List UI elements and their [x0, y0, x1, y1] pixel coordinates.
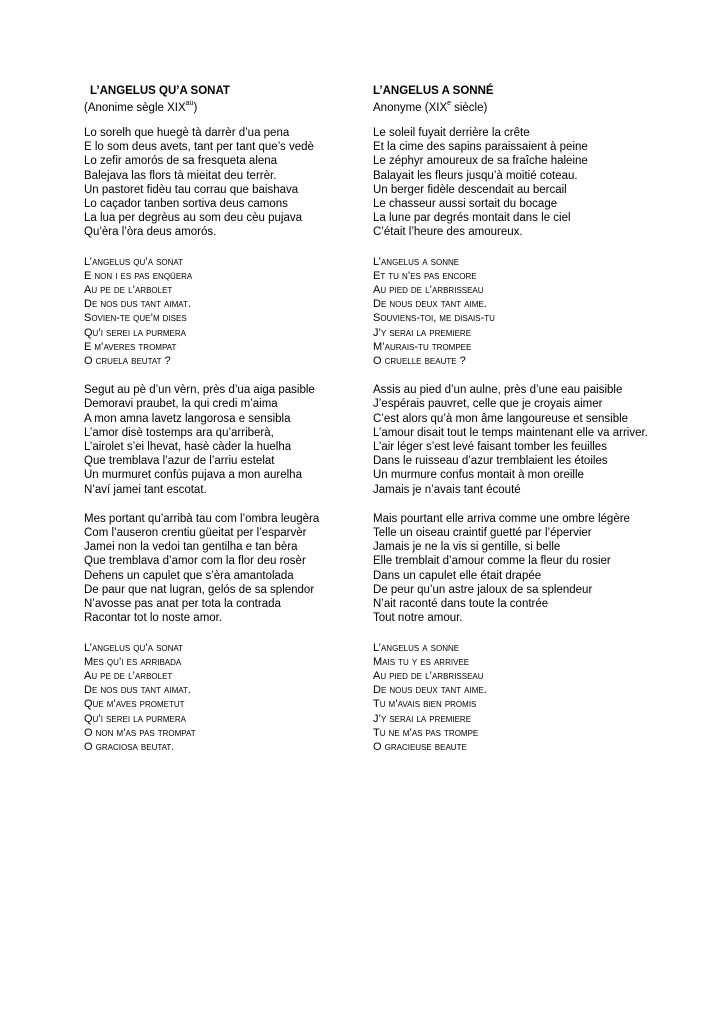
occitan-subtitle-end: ): [193, 101, 198, 114]
poem-line: O non m’as pas trompat: [84, 726, 196, 739]
verse-stanza: [373, 512, 673, 626]
poem-line: De nous deux tant aime.: [373, 298, 487, 311]
poem-line: Au pied de l’arbrisseau: [373, 284, 484, 297]
poem-line: L’angelus qu’a sonat: [84, 255, 184, 268]
poem-line: Que tremblava d’amor com la flor deu rosèr: [84, 555, 306, 568]
poem-line: O gracieuse beaute: [373, 740, 467, 753]
poem-line: O cruelle beaute ?: [373, 355, 466, 368]
poem-line: Au pe de l’arbolet: [84, 284, 173, 297]
poem-line: Dans le ruisseau d’azur tremblaient les étoiles: [373, 455, 608, 468]
verse-stanza: [373, 383, 673, 497]
poem-line: Un pastoret fidèu tau corrau que baishava: [84, 183, 299, 196]
poem-line: Lo caçador tanben sortiva deus camons: [84, 198, 288, 211]
occitan-column: [84, 84, 354, 754]
poem-line: Balayait les fleurs jusqu’à moitié coteau.: [373, 169, 578, 182]
poem-line: De nos dus tant aimat.: [84, 298, 191, 311]
poem-line: J’y serai la premiere: [373, 712, 472, 725]
poem-line: N’avosse pas anat per tota la contrada: [84, 598, 281, 611]
poem-line: N’aví jamei tant escotat.: [84, 483, 207, 496]
poem-line: De peur qu’un astre jaloux de sa splendeur: [373, 583, 593, 596]
poem-line: C’est alors qu’à mon âme langoureuse et sensible: [373, 412, 629, 425]
poem-line: Souviens-toi, me disais-tu: [373, 312, 495, 325]
poem-line: A mon amna lavetz langorosa e sensibla: [84, 412, 291, 425]
stanza-gap: [373, 240, 673, 255]
refrain-stanza: [373, 641, 673, 755]
poem-line: Un murmure confus montait à mon oreille: [373, 469, 584, 482]
poem-line: Et tu n’es pas encore: [373, 269, 477, 282]
occitan-subtitle-text: (Anonime sègle XIX: [84, 101, 186, 114]
poem-line: L’angelus a sonne: [373, 641, 460, 654]
poem-line: L’amour disait tout le temps maintenant elle va arriver.: [373, 426, 648, 439]
poem-line: Tu m’avais bien promis: [373, 698, 477, 711]
poem-line: De nous deux tant aime.: [373, 684, 487, 697]
poem-line: De nos dus tant aimat.: [84, 684, 191, 697]
poem-line: L’airolet s’ei lhevat, hasè càder la huelha: [84, 441, 292, 454]
poem-line: Tout notre amour.: [373, 612, 463, 625]
poem-line: Un murmuret confús pujava a mon aurelha: [84, 469, 302, 482]
poem-line: Telle un oiseau craintif guetté par l’épervier: [373, 527, 592, 540]
stanza-gap: [373, 626, 673, 641]
verse-stanza: [84, 126, 354, 240]
french-subtitle-text: Anonyme (XIX: [373, 101, 448, 114]
stanza-gap: [373, 112, 673, 126]
poem-line: Dehens un capulet que s’èra amantolada: [84, 569, 294, 582]
french-poem: [373, 112, 673, 754]
poem-line: Jamais je n’avais tant écouté: [373, 483, 521, 496]
poem-line: E non i es pas enqüera: [84, 269, 193, 282]
poem-line: Balejava las flors tà mieitat deu terrèr.: [84, 169, 277, 182]
poem-line: La lune par degrés montait dans le ciel: [373, 212, 571, 225]
french-subtitle-end: siècle): [454, 101, 488, 114]
poem-line: Jamei non la vedoi tan gentilha e tan bèra: [84, 541, 298, 554]
stanza-gap: [373, 497, 673, 512]
refrain-stanza: [373, 255, 673, 369]
poem-line: E lo som deus avets, tant per tant que’s vedè: [84, 141, 314, 154]
poem-line: Que tremblava l’azur de l’arriu estelat: [84, 455, 275, 468]
poem-line: Elle tremblait d’amour comme la fleur du rosier: [373, 555, 611, 568]
poem-line: Qu’i serei la purmera: [84, 326, 186, 339]
refrain-stanza: [84, 641, 354, 755]
poem-line: J’espérais pauvret, celle que je croyais aimer: [373, 398, 603, 411]
stanza-gap: [84, 112, 354, 126]
poem-line: Lo sorelh que huegè tà darrèr d’ua pena: [84, 127, 290, 139]
poem-line: L’amor disè tostemps ara qu’arriberà,: [84, 426, 274, 439]
poem-line: Sovien-te que’m dises: [84, 312, 187, 325]
stanza-gap: [84, 240, 354, 255]
french-subtitle-sup: e: [447, 100, 452, 107]
occitan-poem: [84, 112, 354, 754]
poem-line: L’air léger s’est levé faisant tomber les feuilles: [373, 441, 607, 454]
poem-line: Qu’èra l’òra deus amorós.: [84, 226, 217, 239]
poem-line: Le zéphyr amoureux de sa fraîche haleine: [373, 155, 588, 168]
poem-line: Mais pourtant elle arriva comme une ombre légère: [373, 512, 630, 525]
poem-line: Au pe de l’arbolet: [84, 669, 173, 682]
poem-line: Un berger fidèle descendait au bercail: [373, 183, 567, 196]
poem-line: La lua per degrèus au som deu cèu pujava: [84, 212, 303, 225]
poem-line: Com l’auseron crentiu güeitat per l’esparvèr: [84, 527, 307, 540]
stanza-gap: [84, 626, 354, 641]
poem-line: Et la cime des sapins paraissaient à peine: [373, 141, 588, 154]
french-column: [373, 84, 673, 754]
poem-line: Mes portant qu’arribà tau com l’ombra leugèra: [84, 512, 320, 525]
poem-line: O graciosa beutat.: [84, 740, 175, 753]
french-title: L’ANGELUS A SONNÉ: [373, 85, 494, 97]
poem-line: L’angelus qu’a sonat: [84, 641, 184, 654]
poem-line: Jamais je ne la vis si gentille, si belle: [373, 541, 561, 554]
poem-line: Assis au pied d’un aulne, près d’une eau paisible: [373, 384, 623, 397]
poem-line: Dans un capulet elle était drapée: [373, 569, 542, 582]
poem-line: Segut au pè d’un vèrn, près d’ua aiga pasible: [84, 384, 315, 397]
french-subtitle: [373, 98, 673, 112]
poem-line: C’était l’heure des amoureux.: [373, 226, 523, 239]
poem-line: Le soleil fuyait derrière la crête: [373, 127, 530, 139]
poem-line: N’ait raconté dans toute la contrée: [373, 598, 549, 611]
verse-stanza: [373, 126, 673, 240]
occitan-title: L’ANGELUS QU’A SONAT: [90, 85, 230, 97]
stanza-gap: [373, 368, 673, 383]
poem-line: O cruela beutat ?: [84, 355, 171, 368]
poem-line: Au pied de l’arbrisseau: [373, 669, 484, 682]
poem-line: Le chasseur aussi sortait du bocage: [373, 198, 558, 211]
verse-stanza: [84, 383, 354, 497]
poem-line: Mais tu y es arrivee: [373, 655, 470, 668]
poem-line: Que m’aves prometut: [84, 698, 185, 711]
poem-line: Lo zefir amorós de sa fresqueta alena: [84, 155, 278, 168]
poem-line: Demoravi praubet, la qui credi m’aima: [84, 398, 278, 411]
occitan-subtitle: [84, 98, 354, 112]
poem-line: De paur que nat lugran, gelós de sa splendor: [84, 583, 315, 596]
poem-line: Tu ne m’as pas trompe: [373, 726, 479, 739]
verse-stanza: [84, 512, 354, 626]
occitan-subtitle-sup: au: [185, 100, 194, 107]
poem-line: Qu’i serei la purmera: [84, 712, 186, 725]
poem-line: E m’averes trompat: [84, 340, 177, 353]
poem-line: Racontar tot lo noste amor.: [84, 612, 223, 625]
poem-line: J’y serai la premiere: [373, 326, 472, 339]
poem-line: Mes qu’i es arribada: [84, 655, 182, 668]
poem-line: L’angelus a sonne: [373, 255, 460, 268]
stanza-gap: [84, 497, 354, 512]
stanza-gap: [84, 368, 354, 383]
refrain-stanza: [84, 255, 354, 369]
poem-line: M’aurais-tu trompee: [373, 340, 472, 353]
